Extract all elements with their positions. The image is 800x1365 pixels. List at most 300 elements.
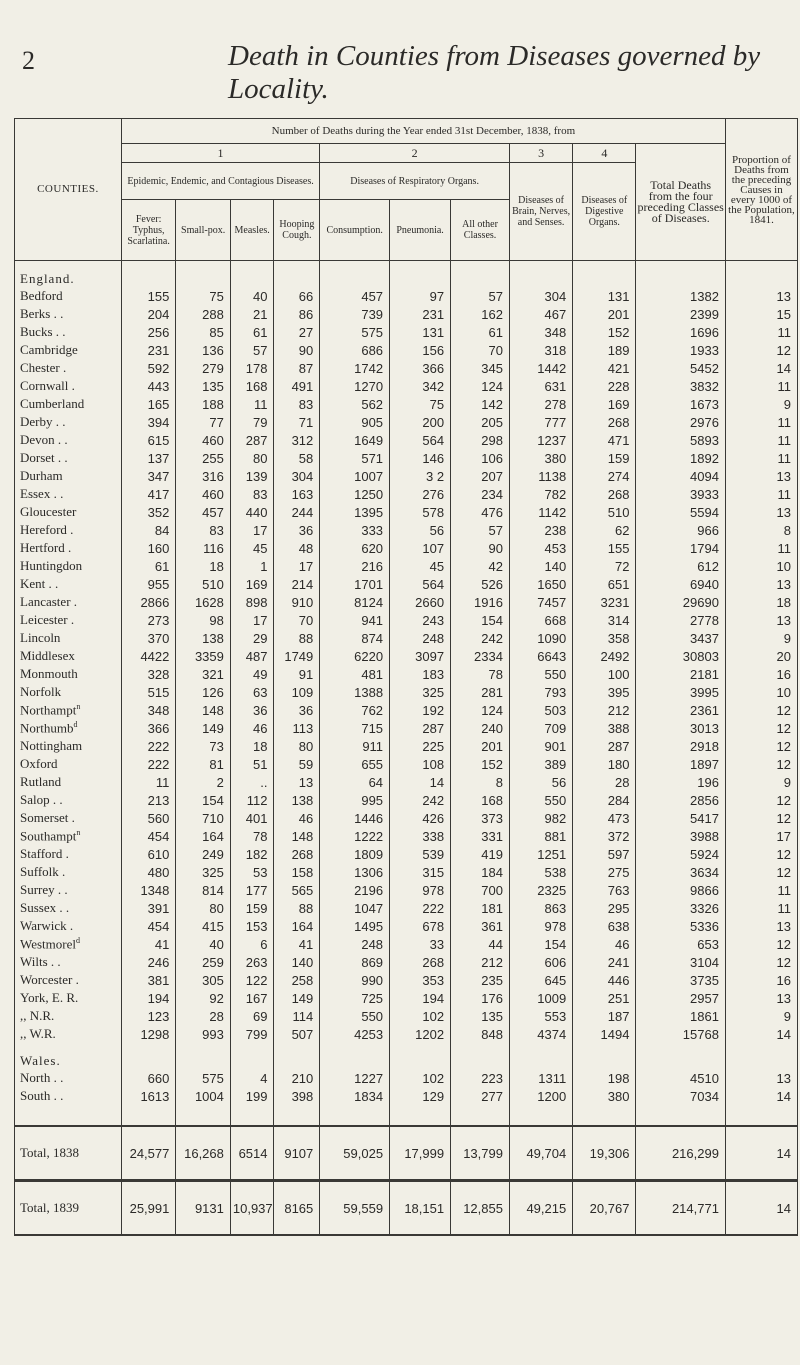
measles-cell: 799 bbox=[230, 1025, 274, 1043]
pneumonia-cell: 129 bbox=[390, 1087, 451, 1105]
table-row bbox=[15, 665, 798, 683]
rate-cell: 11 bbox=[725, 485, 797, 503]
total-cell: 2181 bbox=[636, 665, 726, 683]
other-cell: 361 bbox=[451, 917, 510, 935]
pneumonia-cell: 17,999 bbox=[390, 1126, 451, 1181]
rate-cell: 11 bbox=[725, 323, 797, 341]
county-label: Salop . . bbox=[20, 792, 63, 807]
consumption-cell: 333 bbox=[320, 521, 390, 539]
rate-cell: 12 bbox=[725, 755, 797, 773]
consumption-header: Consumption. bbox=[320, 200, 390, 261]
other-cell: 212 bbox=[451, 953, 510, 971]
fever-cell: 155 bbox=[121, 287, 176, 305]
smallpox-cell: 40 bbox=[176, 935, 231, 953]
county-label: Monmouth bbox=[20, 666, 78, 681]
consumption-cell: 715 bbox=[320, 719, 390, 737]
pneumonia-cell: 56 bbox=[390, 521, 451, 539]
consumption-cell: 739 bbox=[320, 305, 390, 323]
consumption-cell: 990 bbox=[320, 971, 390, 989]
empty-cell bbox=[451, 1043, 510, 1069]
digestive-cell: 180 bbox=[573, 755, 636, 773]
smallpox-cell: 77 bbox=[176, 413, 231, 431]
rate-cell: 12 bbox=[725, 935, 797, 953]
total-cell: 30803 bbox=[636, 647, 726, 665]
hooping-cell: 8165 bbox=[274, 1181, 320, 1236]
consumption-cell: 725 bbox=[320, 989, 390, 1007]
col-group-4-number: 4 bbox=[573, 144, 636, 163]
smallpox-cell: 81 bbox=[176, 755, 231, 773]
digestive-cell: 131 bbox=[573, 287, 636, 305]
consumption-cell: 1047 bbox=[320, 899, 390, 917]
measles-cell: 51 bbox=[230, 755, 274, 773]
digestive-cell: 372 bbox=[573, 827, 636, 845]
hooping-cell: 565 bbox=[274, 881, 320, 899]
other-cell: 476 bbox=[451, 503, 510, 521]
hooping-cell: 507 bbox=[274, 1025, 320, 1043]
other-cell: 152 bbox=[451, 755, 510, 773]
hooping-cell: 9107 bbox=[274, 1126, 320, 1181]
brain-cell: 1237 bbox=[509, 431, 572, 449]
digestive-cell: 189 bbox=[573, 341, 636, 359]
hooping-cell: 86 bbox=[274, 305, 320, 323]
total-cell: 966 bbox=[636, 521, 726, 539]
empty-cell bbox=[390, 1105, 451, 1126]
smallpox-cell: 325 bbox=[176, 863, 231, 881]
empty-cell bbox=[15, 1105, 122, 1126]
measles-cell: 49 bbox=[230, 665, 274, 683]
digestive-cell: 395 bbox=[573, 683, 636, 701]
county-name bbox=[15, 1069, 122, 1087]
pneumonia-cell: 156 bbox=[390, 341, 451, 359]
hooping-cell: 114 bbox=[274, 1007, 320, 1025]
brain-cell: 863 bbox=[509, 899, 572, 917]
brain-cell: 1200 bbox=[509, 1087, 572, 1105]
section-heading: Wales. bbox=[15, 1043, 122, 1069]
county-name bbox=[15, 1181, 122, 1236]
hooping-cell: 113 bbox=[274, 719, 320, 737]
table-row bbox=[15, 305, 798, 323]
digestive-cell: 295 bbox=[573, 899, 636, 917]
rate-cell: 13 bbox=[725, 1069, 797, 1087]
other-cell: 331 bbox=[451, 827, 510, 845]
table-row bbox=[15, 449, 798, 467]
smallpox-cell: 710 bbox=[176, 809, 231, 827]
digestive-cell: 212 bbox=[573, 701, 636, 719]
other-cell: 848 bbox=[451, 1025, 510, 1043]
other-cell: 168 bbox=[451, 791, 510, 809]
fever-cell: 61 bbox=[121, 557, 176, 575]
brain-cell: 550 bbox=[509, 791, 572, 809]
brain-cell: 631 bbox=[509, 377, 572, 395]
county-name bbox=[15, 485, 122, 503]
county-label: Worcester . bbox=[20, 972, 79, 987]
county-label: Northumb bbox=[20, 720, 74, 736]
fever-cell: 560 bbox=[121, 809, 176, 827]
other-cell: 44 bbox=[451, 935, 510, 953]
table-row bbox=[15, 377, 798, 395]
consumption-cell: 6220 bbox=[320, 647, 390, 665]
total-cell: 5452 bbox=[636, 359, 726, 377]
total-cell: 1861 bbox=[636, 1007, 726, 1025]
county-name bbox=[15, 503, 122, 521]
digestive-cell: 651 bbox=[573, 575, 636, 593]
digestive-cell: 251 bbox=[573, 989, 636, 1007]
empty-cell bbox=[230, 261, 274, 288]
hooping-cell: 109 bbox=[274, 683, 320, 701]
empty-cell bbox=[121, 1043, 176, 1069]
smallpox-cell: 92 bbox=[176, 989, 231, 1007]
consumption-cell: 1701 bbox=[320, 575, 390, 593]
county-label: York, E. R. bbox=[20, 990, 79, 1005]
total-cell: 29690 bbox=[636, 593, 726, 611]
consumption-cell: 481 bbox=[320, 665, 390, 683]
table-row bbox=[15, 1069, 798, 1087]
other-cell: 78 bbox=[451, 665, 510, 683]
county-label: Devon . . bbox=[20, 432, 68, 447]
empty-cell bbox=[725, 261, 797, 288]
other-cell: 223 bbox=[451, 1069, 510, 1087]
brain-cell: 1009 bbox=[509, 989, 572, 1007]
brain-cell: 154 bbox=[509, 935, 572, 953]
measles-cell: 45 bbox=[230, 539, 274, 557]
empty-cell bbox=[176, 261, 231, 288]
digestive-cell: 638 bbox=[573, 917, 636, 935]
county-name bbox=[15, 323, 122, 341]
brain-cell: 4374 bbox=[509, 1025, 572, 1043]
rate-cell: 13 bbox=[725, 611, 797, 629]
table-row bbox=[15, 1087, 798, 1105]
county-label: Westmorel bbox=[20, 936, 76, 952]
digestive-cell: 597 bbox=[573, 845, 636, 863]
measles-cell: .. bbox=[230, 773, 274, 791]
fever-cell: 391 bbox=[121, 899, 176, 917]
hooping-cell: 214 bbox=[274, 575, 320, 593]
county-name bbox=[15, 413, 122, 431]
pneumonia-cell: 97 bbox=[390, 287, 451, 305]
fever-cell: 454 bbox=[121, 917, 176, 935]
hooping-cell: 17 bbox=[274, 557, 320, 575]
digestive-cell: 284 bbox=[573, 791, 636, 809]
group-3-header: Diseases of Brain, Nerves, and Senses. bbox=[509, 163, 572, 261]
measles-cell: 4 bbox=[230, 1069, 274, 1087]
county-label: Rutland bbox=[20, 774, 62, 789]
consumption-cell: 995 bbox=[320, 791, 390, 809]
section-row bbox=[15, 1043, 798, 1069]
empty-cell bbox=[390, 261, 451, 288]
fever-cell: 615 bbox=[121, 431, 176, 449]
table-row bbox=[15, 989, 798, 1007]
total-cell: 6940 bbox=[636, 575, 726, 593]
smallpox-cell: 460 bbox=[176, 431, 231, 449]
fever-cell: 454 bbox=[121, 827, 176, 845]
consumption-cell: 1834 bbox=[320, 1087, 390, 1105]
smallpox-cell: 164 bbox=[176, 827, 231, 845]
brain-cell: 645 bbox=[509, 971, 572, 989]
empty-cell bbox=[725, 1043, 797, 1069]
other-cell: 2334 bbox=[451, 647, 510, 665]
county-name bbox=[15, 917, 122, 935]
county-name bbox=[15, 647, 122, 665]
measles-cell: 112 bbox=[230, 791, 274, 809]
brain-cell: 550 bbox=[509, 665, 572, 683]
pneumonia-cell: 678 bbox=[390, 917, 451, 935]
county-label: Leicester . bbox=[20, 612, 75, 627]
hooping-cell: 36 bbox=[274, 521, 320, 539]
pneumonia-cell: 146 bbox=[390, 449, 451, 467]
empty-cell bbox=[230, 1105, 274, 1126]
hooping-cough-header: Hooping Cough. bbox=[274, 200, 320, 261]
rate-cell: 20 bbox=[725, 647, 797, 665]
county-abbrev-sup: d bbox=[76, 935, 80, 945]
table-row bbox=[15, 773, 798, 791]
hooping-cell: 491 bbox=[274, 377, 320, 395]
pneumonia-header: Pneumonia. bbox=[390, 200, 451, 261]
county-name bbox=[15, 305, 122, 323]
total-cell: 612 bbox=[636, 557, 726, 575]
county-name bbox=[15, 755, 122, 773]
digestive-cell: 1494 bbox=[573, 1025, 636, 1043]
table-row bbox=[15, 341, 798, 359]
consumption-cell: 1222 bbox=[320, 827, 390, 845]
rate-cell: 9 bbox=[725, 395, 797, 413]
brain-cell: 467 bbox=[509, 305, 572, 323]
county-name bbox=[15, 1087, 122, 1105]
smallpox-header: Small-pox. bbox=[176, 200, 231, 261]
consumption-cell: 874 bbox=[320, 629, 390, 647]
rate-cell: 13 bbox=[725, 287, 797, 305]
smallpox-cell: 814 bbox=[176, 881, 231, 899]
other-cell: 124 bbox=[451, 377, 510, 395]
brain-cell: 380 bbox=[509, 449, 572, 467]
total-cell: 2976 bbox=[636, 413, 726, 431]
other-cell: 8 bbox=[451, 773, 510, 791]
digestive-cell: 152 bbox=[573, 323, 636, 341]
empty-cell bbox=[274, 1043, 320, 1069]
other-cell: 12,855 bbox=[451, 1181, 510, 1236]
table-row bbox=[15, 953, 798, 971]
other-cell: 419 bbox=[451, 845, 510, 863]
county-label: Durham bbox=[20, 468, 63, 483]
county-label: Lincoln bbox=[20, 630, 61, 645]
county-label: North . . bbox=[20, 1070, 64, 1085]
smallpox-cell: 136 bbox=[176, 341, 231, 359]
county-abbrev-sup: d bbox=[73, 719, 78, 729]
measles-cell: 21 bbox=[230, 305, 274, 323]
rate-cell: 9 bbox=[725, 1007, 797, 1025]
pneumonia-cell: 18,151 bbox=[390, 1181, 451, 1236]
other-cell: 70 bbox=[451, 341, 510, 359]
smallpox-cell: 9131 bbox=[176, 1181, 231, 1236]
fever-cell: 24,577 bbox=[121, 1126, 176, 1181]
consumption-cell: 941 bbox=[320, 611, 390, 629]
empty-cell bbox=[451, 261, 510, 288]
consumption-cell: 1809 bbox=[320, 845, 390, 863]
fever-cell: 1348 bbox=[121, 881, 176, 899]
county-name bbox=[15, 1007, 122, 1025]
brain-cell: 901 bbox=[509, 737, 572, 755]
consumption-cell: 1306 bbox=[320, 863, 390, 881]
hooping-cell: 244 bbox=[274, 503, 320, 521]
other-cell: 142 bbox=[451, 395, 510, 413]
pneumonia-cell: 102 bbox=[390, 1069, 451, 1087]
other-cell: 124 bbox=[451, 701, 510, 719]
fever-cell: 11 bbox=[121, 773, 176, 791]
total-cell: 1892 bbox=[636, 449, 726, 467]
other-cell: 154 bbox=[451, 611, 510, 629]
hooping-cell: 71 bbox=[274, 413, 320, 431]
hooping-cell: 91 bbox=[274, 665, 320, 683]
measles-cell: 6 bbox=[230, 935, 274, 953]
other-cell: 235 bbox=[451, 971, 510, 989]
measles-cell: 487 bbox=[230, 647, 274, 665]
rate-cell: 18 bbox=[725, 593, 797, 611]
pneumonia-cell: 564 bbox=[390, 431, 451, 449]
other-cell: 242 bbox=[451, 629, 510, 647]
total-cell: 2399 bbox=[636, 305, 726, 323]
pneumonia-cell: 248 bbox=[390, 629, 451, 647]
county-label: Oxford bbox=[20, 756, 58, 771]
rate-cell: 12 bbox=[725, 845, 797, 863]
county-name bbox=[15, 935, 122, 953]
county-label: Bedford bbox=[20, 288, 63, 303]
empty-cell bbox=[274, 261, 320, 288]
measles-cell: 69 bbox=[230, 1007, 274, 1025]
county-name bbox=[15, 521, 122, 539]
digestive-cell: 155 bbox=[573, 539, 636, 557]
digestive-cell: 19,306 bbox=[573, 1126, 636, 1181]
brain-cell: 777 bbox=[509, 413, 572, 431]
pneumonia-cell: 243 bbox=[390, 611, 451, 629]
other-cell: 240 bbox=[451, 719, 510, 737]
county-label: Norfolk bbox=[20, 684, 62, 699]
hooping-cell: 90 bbox=[274, 341, 320, 359]
table-row bbox=[15, 845, 798, 863]
county-label: Middlesex bbox=[20, 648, 75, 663]
other-cell: 57 bbox=[451, 521, 510, 539]
pneumonia-cell: 353 bbox=[390, 971, 451, 989]
digestive-cell: 358 bbox=[573, 629, 636, 647]
county-name bbox=[15, 737, 122, 755]
fever-cell: 231 bbox=[121, 341, 176, 359]
brain-cell: 6643 bbox=[509, 647, 572, 665]
pneumonia-cell: 33 bbox=[390, 935, 451, 953]
running-title: Death in Counties from Diseases governed by Locality. bbox=[228, 40, 761, 105]
empty-cell bbox=[573, 1043, 636, 1069]
other-cell: 176 bbox=[451, 989, 510, 1007]
smallpox-cell: 80 bbox=[176, 899, 231, 917]
fever-cell: 4422 bbox=[121, 647, 176, 665]
fever-cell: 273 bbox=[121, 611, 176, 629]
digestive-cell: 159 bbox=[573, 449, 636, 467]
empty-cell bbox=[230, 1043, 274, 1069]
fever-cell: 660 bbox=[121, 1069, 176, 1087]
brain-cell: 1251 bbox=[509, 845, 572, 863]
other-classes-header: All other Classes. bbox=[451, 200, 510, 261]
consumption-cell: 2196 bbox=[320, 881, 390, 899]
consumption-cell: 571 bbox=[320, 449, 390, 467]
total-cell: 5893 bbox=[636, 431, 726, 449]
fever-cell: 222 bbox=[121, 755, 176, 773]
other-cell: 57 bbox=[451, 287, 510, 305]
rate-cell: 13 bbox=[725, 575, 797, 593]
digestive-cell: 268 bbox=[573, 413, 636, 431]
empty-cell bbox=[636, 261, 726, 288]
county-name bbox=[15, 665, 122, 683]
consumption-cell: 869 bbox=[320, 953, 390, 971]
brain-cell: 503 bbox=[509, 701, 572, 719]
measles-cell: 199 bbox=[230, 1087, 274, 1105]
measles-cell: 46 bbox=[230, 719, 274, 737]
county-name bbox=[15, 989, 122, 1007]
table-row bbox=[15, 881, 798, 899]
rate-cell: 9 bbox=[725, 773, 797, 791]
total-cell: 3735 bbox=[636, 971, 726, 989]
smallpox-cell: 135 bbox=[176, 377, 231, 395]
county-name bbox=[15, 863, 122, 881]
empty-cell bbox=[121, 1105, 176, 1126]
total-cell: 2918 bbox=[636, 737, 726, 755]
empty-cell bbox=[509, 261, 572, 288]
hooping-cell: 1749 bbox=[274, 647, 320, 665]
digestive-cell: 314 bbox=[573, 611, 636, 629]
county-name bbox=[15, 593, 122, 611]
smallpox-cell: 460 bbox=[176, 485, 231, 503]
brain-cell: 49,704 bbox=[509, 1126, 572, 1181]
smallpox-cell: 415 bbox=[176, 917, 231, 935]
fever-cell: 84 bbox=[121, 521, 176, 539]
county-name bbox=[15, 791, 122, 809]
other-cell: 277 bbox=[451, 1087, 510, 1105]
county-label: Northampt bbox=[20, 702, 77, 718]
brain-cell: 453 bbox=[509, 539, 572, 557]
total-cell: 5336 bbox=[636, 917, 726, 935]
digestive-cell: 287 bbox=[573, 737, 636, 755]
measles-cell: 57 bbox=[230, 341, 274, 359]
digestive-cell: 198 bbox=[573, 1069, 636, 1087]
digestive-cell: 100 bbox=[573, 665, 636, 683]
table-row bbox=[15, 719, 798, 737]
table-totals bbox=[15, 1126, 798, 1235]
measles-cell: 182 bbox=[230, 845, 274, 863]
table-caption: Number of Deaths during the Year ended 31st December, 1838, from bbox=[121, 119, 725, 144]
hooping-cell: 80 bbox=[274, 737, 320, 755]
consumption-cell: 575 bbox=[320, 323, 390, 341]
table-row bbox=[15, 647, 798, 665]
pneumonia-cell: 108 bbox=[390, 755, 451, 773]
measles-cell: 18 bbox=[230, 737, 274, 755]
county-label: Bucks . . bbox=[20, 324, 66, 339]
total-cell: 1673 bbox=[636, 395, 726, 413]
smallpox-cell: 148 bbox=[176, 701, 231, 719]
county-label: Total, 1839 bbox=[20, 1200, 80, 1215]
measles-cell: 168 bbox=[230, 377, 274, 395]
digestive-cell: 72 bbox=[573, 557, 636, 575]
total-cell: 3326 bbox=[636, 899, 726, 917]
other-cell: 106 bbox=[451, 449, 510, 467]
county-name bbox=[15, 827, 122, 845]
rate-cell: 10 bbox=[725, 683, 797, 701]
brain-cell: 348 bbox=[509, 323, 572, 341]
table-row bbox=[15, 629, 798, 647]
smallpox-cell: 279 bbox=[176, 359, 231, 377]
measles-cell: 122 bbox=[230, 971, 274, 989]
digestive-cell: 228 bbox=[573, 377, 636, 395]
table-row bbox=[15, 917, 798, 935]
total-cell: 7034 bbox=[636, 1087, 726, 1105]
rate-cell: 13 bbox=[725, 503, 797, 521]
empty-cell bbox=[121, 261, 176, 288]
brain-cell: 1650 bbox=[509, 575, 572, 593]
